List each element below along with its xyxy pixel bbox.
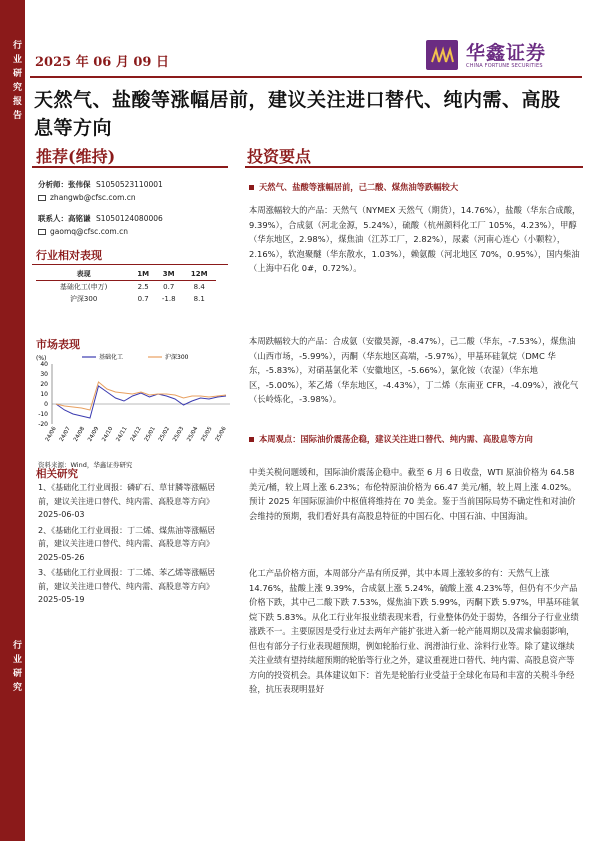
logo-text-en: CHINA FORTUNE SECURITIES [466, 63, 543, 69]
legend-label: 沪深300 [165, 354, 189, 361]
analyst-license: S1050523110001 [96, 180, 163, 189]
y-axis-label: (%) [36, 355, 47, 362]
col-header: 1M [137, 270, 150, 278]
table-cell: 8.1 [193, 295, 205, 303]
section-1-para-1: 本周涨幅较大的产品：天然气（NYMEX 天然气（期货），14.76%），盐酸（华东合成酸，9.39%），合成氨（河北金源，5.24%），硫酸（杭州颜料化工厂 105%，4.23%），甲醇（华东地区，2.98%），煤焦油（江苏工厂，2.82%），尿素（河南心连心（小颗粒），2.16%），软泡聚醚（华东散水，1.03%），赖氨酸（河北地区 70%，0.95%），国内柴油（上海中石化 0#，0.72%）。 [249, 205, 581, 273]
x-tick-label: 24/11 [115, 426, 129, 443]
analyst-email-row[interactable] [38, 191, 228, 204]
section-2-heading: 本周观点：国际油价震荡企稳，建议关注进口替代、纯内需、高股息等方向 [249, 432, 581, 446]
logo-text-cn: 华鑫证券 [466, 42, 547, 64]
contact-license: S1050124080006 [96, 214, 163, 223]
logo-mark-icon [426, 40, 458, 70]
contact-row [38, 212, 228, 225]
col-header: 12M [190, 270, 208, 278]
x-tick-label: 24/06 [44, 426, 58, 443]
related-heading: 相关研究 [36, 468, 78, 480]
market-chart [34, 352, 234, 456]
x-tick-label: 25/03 [172, 426, 186, 443]
y-tick-label: -20 [38, 421, 48, 428]
analyst-row [38, 178, 228, 191]
series-line-hs300 [56, 382, 226, 410]
x-tick-label: 25/01 [143, 426, 157, 443]
x-tick-label: 24/12 [129, 426, 143, 443]
table-cell: 0.7 [155, 281, 182, 294]
x-tick-label: 25/05 [200, 426, 214, 443]
perf-heading: 行业相对表现 [36, 249, 102, 262]
rating: 推荐(维持) [36, 147, 116, 166]
table-row [36, 293, 216, 305]
y-tick-label: -10 [38, 411, 48, 418]
section-1-para-2: 本周跌幅较大的产品：合成氨（安徽昊源，-8.47%），己二酸（华东，-7.53%），煤焦油（山西市场，-5.99%），丙酮（华东地区高端，-5.97%），甲基环硅氧烷（DMC 华东，-5.83%），对硝基氯化苯（安徽地区，-5.66%），氯化铵（农湿）（华东地区，-5.00%），苯乙烯（华东地区，-4.43%），丁二烯（东南亚 CFR，-4.09%），液化气（长岭炼化，-3.98%）。 [249, 336, 579, 404]
x-tick-label: 24/08 [72, 426, 87, 443]
left-sidebar [0, 0, 25, 841]
market-heading: 市场表现 [36, 338, 80, 351]
legend-label: 基础化工 [99, 354, 124, 361]
header-divider [30, 76, 582, 78]
related-item-date: 2025-05-19 [38, 595, 85, 604]
table-cell: 2.5 [131, 281, 155, 294]
company-logo [426, 38, 586, 74]
table-row [36, 281, 216, 294]
x-tick-label: 25/06 [214, 426, 228, 443]
related-item[interactable] [38, 481, 223, 522]
section-2-para-2: 化工产品价格方面，本周部分产品有所反弹，其中本周上涨较多的有：天然气上涨 14.76%，盐酸上涨 9.39%，合成氨上涨 5.24%，硫酸上涨 4.23%等，但仍有不少产品价格下跌，其中己二酸下跌 7.53%，煤焦油下跌 5.99%，丙酮下跌 5.97%，甲基环硅氧烷下跌 5.83%。从化工行业年报业绩表现来看，行业整体仍处于弱势，各细分子行业业绩涨跌不一。主要原因是受行业过去两年产能扩张进入新一轮产能周期以及需求偏弱影响，但也有部分子行业表现超预期，例如轮胎行业、润滑油行业、涂料行业等。除了建议继续关注业绩有望持续超预期的轮胎等行业之外，建议重视进口替代、纯内需、高股息资产等方向的投资机会。具体建议如下：首先是轮胎行业受益于全球化布局和丰富的关税斗争经验，抗压表现明显好 [249, 568, 579, 694]
report-date: 2025 年 06 月 09 日 [35, 55, 169, 70]
contact-email-row[interactable] [38, 225, 228, 238]
y-tick-label: 10 [40, 391, 48, 398]
x-tick-label: 25/04 [186, 426, 200, 443]
analyst-role: 分析师：张伟保 [38, 180, 91, 189]
perf-divider [32, 264, 228, 265]
related-item[interactable] [38, 566, 223, 607]
table-cell: 沪深300 [69, 295, 98, 303]
col-header: 3M [162, 270, 175, 278]
related-item-title[interactable]: 3、《基础化工行业周报：丁二烯、苯乙烯等涨幅居前，建议关注进口替代、纯内需、高股息等方向》 [38, 568, 216, 591]
email-icon [38, 229, 46, 235]
section-1-heading: 天然气、盐酸等涨幅居前，己二酸、煤焦油等跌幅较大 [249, 180, 581, 194]
analyst-email[interactable]: zhangwb@cfsc.com.cn [50, 193, 136, 202]
x-tick-label: 24/07 [58, 426, 72, 443]
x-tick-label: 24/09 [87, 426, 101, 443]
related-item-date: 2025-06-03 [38, 510, 85, 519]
table-cell: 0.7 [137, 295, 149, 303]
table-cell: -1.8 [161, 295, 176, 303]
x-tick-label: 25/02 [157, 426, 172, 443]
email-icon [38, 195, 46, 201]
table-header-row [36, 268, 216, 281]
table-cell: 8.4 [182, 281, 216, 294]
chart-source: 资料来源：Wind，华鑫证券研究 [38, 461, 133, 469]
x-tick-label: 24/10 [101, 426, 115, 443]
report-title: 天然气、盐酸等涨幅居前，建议关注进口替代、纯内需、高股息等方向 [34, 89, 561, 139]
y-tick-label: 20 [40, 381, 48, 388]
market-chart-svg [34, 352, 234, 456]
related-item[interactable] [38, 524, 223, 565]
y-tick-label: 40 [40, 361, 48, 368]
y-tick-label: 30 [40, 371, 48, 378]
related-item-title[interactable]: 2、《基础化工行业周报：丁二烯、煤焦油等涨幅居前，建议关注进口替代、纯内需、高股息等方向》 [38, 525, 216, 548]
bullet-square-icon [249, 185, 254, 190]
sidebar-label-top: 行业研究报告 [11, 40, 21, 124]
section-2-para-1: 中美关税问题缓和，国际油价震荡企稳中。截至 6 月 6 日收盘，WTI 原油价格为 64.58 美元/桶，较上周上涨 6.23%；布伦特原油价格为 66.47 美元/桶，较上周上涨 4.02%。预计 2025 年国际原油价中枢值将维持在 70 美金。鉴于当前国际局势不确定性和对油价会维持的预期，我们看好具有高股息特征的中国石化、中国石油、中国海油。 [249, 467, 577, 521]
col-header: 表现 [76, 270, 91, 278]
left-divider [32, 166, 228, 168]
sidebar-label-bottom: 行业研究 [11, 640, 21, 696]
analyst-block [38, 178, 228, 238]
related-item-title[interactable]: 1、《基础化工行业周报：磷矿石、草甘膦等涨幅居前，建议关注进口替代、纯内需、高股息等方向》 [38, 483, 216, 506]
related-list [38, 481, 223, 609]
contact-role: 联系人：高铭谦 [38, 214, 91, 223]
table-cell: 基础化工(申万) [36, 281, 131, 294]
performance-table [36, 268, 216, 305]
y-tick-label: 0 [44, 401, 48, 408]
right-divider [245, 166, 583, 168]
bullet-square-icon [249, 437, 254, 442]
series-line-chem [56, 386, 226, 418]
investment-heading: 投资要点 [247, 147, 312, 166]
related-item-date: 2025-05-26 [38, 552, 85, 562]
contact-email[interactable]: gaomq@cfsc.com.cn [50, 227, 128, 236]
